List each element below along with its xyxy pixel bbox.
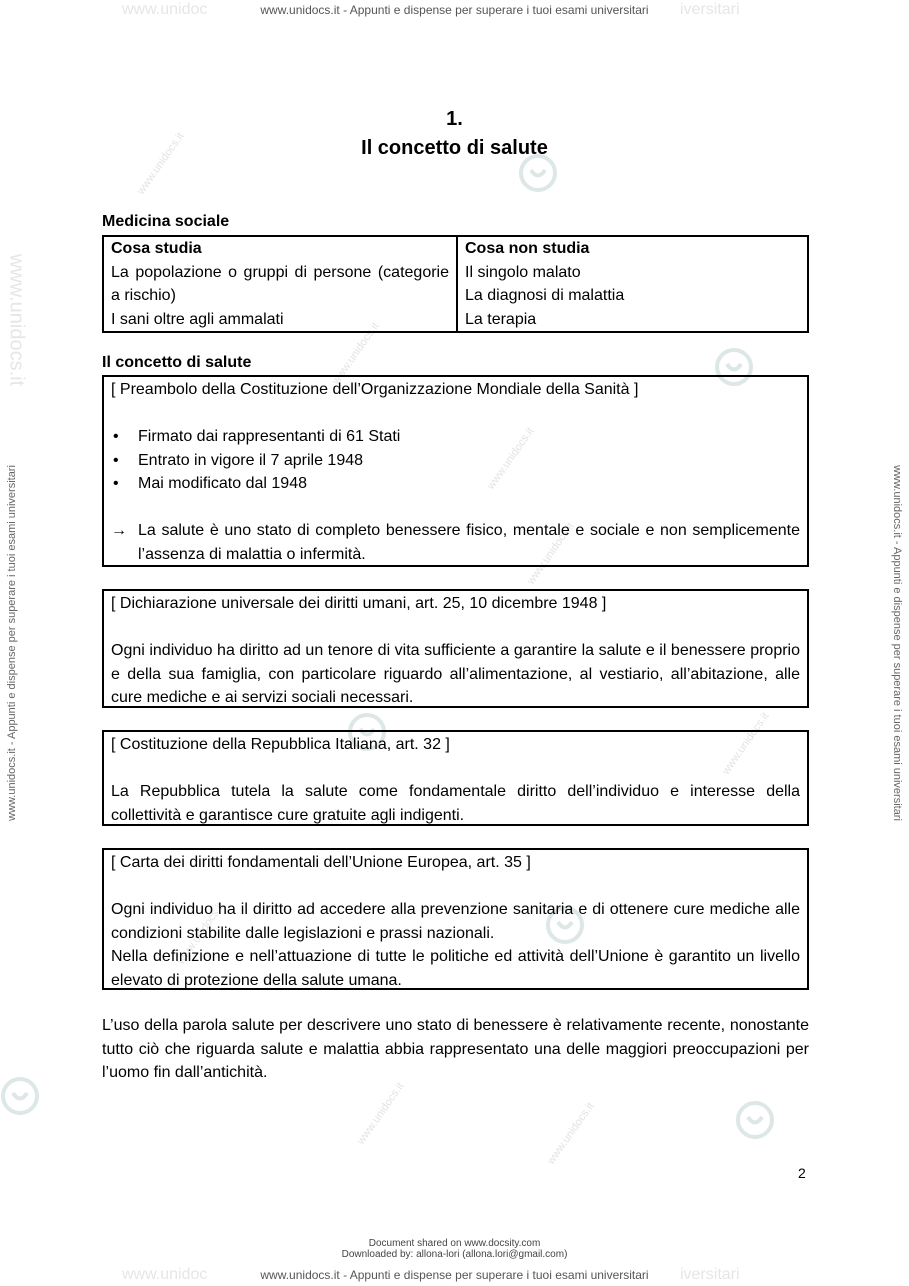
section-heading-concetto: Il concetto di salute: [102, 354, 252, 371]
table-header: Cosa non studia: [465, 240, 590, 257]
quote-text: La Repubblica tutela la salute come fondamentale diritto dell’individuo e interesse della collettività e garantisce cure gratuite agli indigenti.: [111, 783, 800, 824]
side-ghost-text: www.unidocs.it: [5, 253, 28, 387]
quote-source: [ Dichiarazione universale dei diritti umani, art. 25, 10 dicembre 1948 ]: [111, 595, 607, 612]
watermark-text: www.unidocs.it: [355, 1080, 407, 1147]
side-banner-left: www.unidocs.it - Appunti e dispense per superare i tuoi esami universitari: [6, 465, 18, 821]
list-item-text: Mai modificato dal 1948: [138, 475, 307, 492]
quote-box-carta-ue: [102, 848, 809, 990]
table-cell: I sani oltre agli ammalati: [111, 310, 284, 328]
quote-text: Ogni individuo ha il diritto ad accedere alla prevenzione sanitaria e di ottenere cure mediche alle condizioni stabilite dalle legislazioni e prassi nazionali.: [111, 901, 800, 942]
definition-row: [111, 519, 800, 566]
watermark-text: www.unidocs.it: [720, 710, 772, 777]
banner-ghost-left: www.unidoc: [122, 1, 208, 18]
bullet-list: [111, 425, 800, 496]
watermark-text: www.unidocs.it: [135, 130, 187, 197]
quote-box-diritti-umani: [102, 589, 809, 708]
docsity-downloaded-text: Downloaded by: allona-lori (allona.lori@gmail.com): [341, 1249, 568, 1260]
quote-source: [ Preambolo della Costituzione dell’Organizzazione Mondiale della Sanità ]: [111, 381, 639, 398]
closing-paragraph: L’uso della parola salute per descrivere uno stato di benessere è relativamente recente, nonostante tutto ciò che riguarda salute e malattia abbia rappresentato una delle maggiori preoccupazioni per l’uomo fin dall’antichità.: [102, 1017, 809, 1081]
list-item: [111, 449, 800, 473]
quote-source: [ Costituzione della Repubblica Italiana, art. 32 ]: [111, 736, 450, 753]
banner-ghost-right: iversitari: [680, 1266, 740, 1283]
bullet-icon: •: [113, 451, 119, 469]
page-title: Il concetto di salute: [361, 137, 548, 159]
banner-text: www.unidocs.it - Appunti e dispense per superare i tuoi esami universitari: [260, 1268, 649, 1282]
quote-source: [ Carta dei diritti fondamentali dell’Unione Europea, art. 35 ]: [111, 854, 531, 871]
definition-text: La salute è uno stato di completo benessere fisico, mentale e sociale e non semplicemente l’assenza di malattia o infermità.: [138, 522, 800, 563]
side-banner-right: www.unidocs.it - Appunti e dispense per superare i tuoi esami universitari: [891, 465, 903, 821]
banner-text: www.unidocs.it - Appunti e dispense per superare i tuoi esami universitari: [260, 3, 649, 17]
footer-banner: [0, 1268, 909, 1282]
header-banner: [0, 3, 909, 17]
list-item-text: Entrato in vigore il 7 aprile 1948: [138, 451, 364, 469]
table-cell: La terapia: [465, 310, 537, 328]
watermark-text: www.unidocs.it: [545, 1100, 597, 1167]
bullet-icon: •: [113, 475, 119, 492]
table-cell: La popolazione o gruppi di persone (categorie a rischio): [111, 263, 449, 304]
quote-box-oms: [102, 375, 809, 567]
watermark-logo-icon: [0, 1076, 40, 1116]
bullet-icon: •: [113, 428, 119, 445]
chapter-number: 1.: [446, 108, 463, 130]
list-item: [111, 425, 800, 449]
section-heading-medicina-sociale: Medicina sociale: [102, 213, 230, 230]
table-column-studia: [103, 236, 457, 332]
watermark-text: www.unidocs.it: [525, 520, 577, 587]
quote-box-costituzione: [102, 730, 809, 826]
quote-text: Nella definizione e nell’attuazione di tutte le politiche ed attività dell’Unione è garantito un livello elevato di protezione della salute umana.: [111, 948, 800, 989]
watermark-logo-icon: [735, 1100, 775, 1140]
watermark-text: www.unidocs.it: [330, 320, 382, 387]
table-cell: La diagnosi di malattia: [465, 287, 625, 304]
table-header: Cosa studia: [111, 240, 202, 257]
banner-ghost-left: www.unidoc: [122, 1266, 208, 1283]
watermark-text: www.unidocs.it: [485, 425, 537, 492]
table-column-non-studia: [457, 236, 808, 332]
watermark-text: www.unidocs.it: [175, 900, 227, 967]
list-item-text: Firmato dai rappresentanti di 61 Stati: [138, 428, 401, 445]
arrow-right-icon: →: [111, 522, 127, 539]
table-cell: Il singolo malato: [465, 263, 581, 281]
quote-text: Ogni individuo ha diritto ad un tenore di vita sufficiente a garantire la salute e il benessere proprio e della sua famiglia, con particolare riguardo all’alimentazione, al vestiario, all’abitazione, alle cure mediche e ai servizi sociali necessari.: [111, 642, 800, 706]
medicina-sociale-table: [102, 235, 809, 333]
docsity-shared-text: Document shared on www.docsity.com: [368, 1238, 541, 1249]
list-item: [111, 472, 800, 496]
banner-ghost-right: iversitari: [680, 1, 740, 18]
page-number: 2: [798, 1165, 806, 1181]
